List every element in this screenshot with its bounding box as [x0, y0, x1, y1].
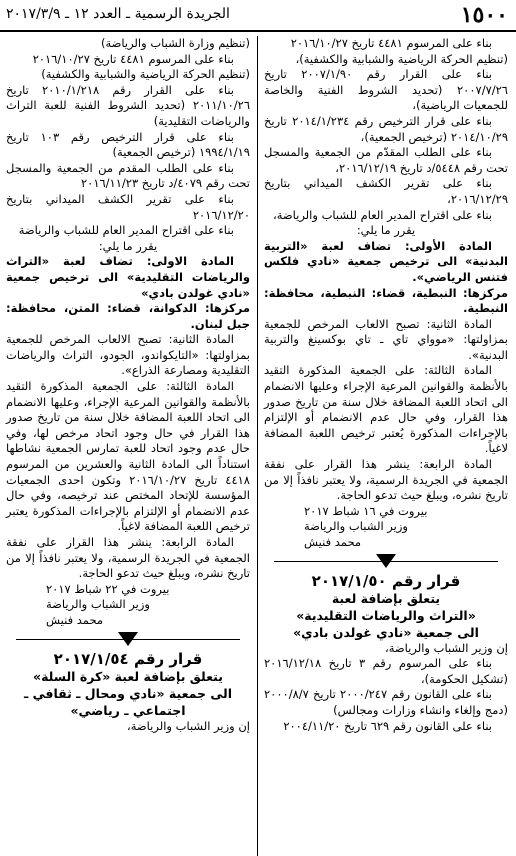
right-line: بناء على تقرير الكشف الميداني بتاريخ ٢٠١٦/١٢/٢٩، — [264, 176, 508, 206]
left-signature-name: محمد فنيش — [46, 612, 104, 627]
left-article-4: المادة الرابعة: ينشر هذا القرار على نفقة الجمعية في الجريدة الرسمية، ولا يعتبر نافذاً إلا من تاريخ نشره، ويبلغ حيث تدعو الحاجة. — [6, 535, 250, 581]
right-line: بناء على قرار الترخيص رقم ٢٠١٤/١/٢٣٤ تاريخ ٢٠١٤/١٠/٢٩ (ترخيص الجمعية)، — [264, 113, 508, 144]
right-line: (تنظيم الحركة الرياضية والشبابية والكشفية)، — [295, 51, 508, 66]
left-line: (تنظيم الحركة الرياضية والشبابية والكشفية) — [41, 67, 250, 82]
section-separator — [264, 551, 508, 573]
left-article-1: المادة الاولى: تضاف لعبة «التراث والرياضات التقليدية» الى ترخيص جمعية «نادي غولدن بادي» — [6, 254, 250, 300]
decision-title: الى جمعية «نادي غولدن بادي» — [293, 624, 479, 640]
left-line: بناء على الطلب المقدم من الجمعية والمسجل تحت رقم ٤٠٧٩/د تاريخ ٢٠١٦/١١/٢٣ — [6, 160, 250, 191]
right-article-4: المادة الرابعة: ينشر هذا القرار على نفقة الجمعية في الجريدة الرسمية، ولا يعتبر نافذاً إلا من تاريخ نشره، ويبلغ حيث تدعو الحاجة. — [264, 457, 508, 503]
left-line: بناء على المرسوم ٤٤٨١ تاريخ ٢٠١٦/١٠/٢٧ — [32, 51, 234, 66]
decision-title: يتعلق بإضافة لعبة — [331, 590, 441, 606]
decision-title: الى جمعية «نادي ومحال ـ ثقافي ـ اجتماعي ـ رياضي» — [23, 685, 232, 718]
right-line: مركزها: النبطية، قضاء: النبطية، محافظة: النبطية. — [264, 285, 508, 316]
right-signature-place: بيروت في ١٦ شباط ٢٠١٧ — [304, 503, 428, 518]
left-line: بناء على قرار الترخيص رقم ١٠٣ تاريخ ١٩٩٤/١/١٩ (ترخيص الجمعية) — [6, 129, 250, 160]
left-line: مركزها: الدكوانة، قضاء: المتن، محافظة: جبل لبنان. — [6, 301, 250, 331]
left-line: بناء على اقتراح المدير العام للشباب والرياضة — [18, 223, 234, 238]
right-line: بناء على المرسوم رقم ٣ تاريخ ٢٠١٦/١٢/١٨ (تشكيل الحكومة)، — [264, 656, 508, 686]
decision-number: قرار رقم ٢٠١٧/١/٥٤ — [53, 649, 203, 668]
right-line: بناء على اقتراح المدير العام للشباب والرياضة، — [272, 207, 492, 222]
right-decides: يقرر ما يلي: — [356, 223, 416, 238]
right-article-1: المادة الأولى: تضاف لعبة «التربية البدنية» الى ترخيص جمعية «نادي فلكس فتنس الرياضي». — [264, 238, 508, 284]
decision-title: «التراث والرياضات التقليدية» — [296, 607, 476, 623]
left-column — [6, 36, 250, 734]
left-article-3: المادة الثالثة: على الجمعية المذكورة التقيد بالأنظمة والقوانين المرعية الإجراء، وعليها الانضمام الى اتحاد اللعبة المضافة خلال سنة من تاريخ صدور هذا القرار في حال وجود اتحاد مرخص لها، وفي حال عدم وجود اتحاد للعبة تمارس الجمعية نشاطها استناداً الى المادة الثانية والعشرين من المرسوم ٤٤١٨ تاريخ ٢٠١٦/١٠/٢٧ وتكون احدى الجمعيات المؤسسة للإتحاد المختص عند ترخيصه، وفي حال عدم الانضمام أو الإلتزام بالإجراءات المذكورة يعتبر ترخيص اللعبة المضافة لاغياً. — [6, 379, 250, 534]
decision-title: يتعلق بإضافة لعبة «كرة السلة» — [33, 668, 223, 684]
right-line: بناء على القرار رقم ٢٠٠٧/١/٩٠ تاريخ ٢٠٠٧/٧/٢٦ (تحديد الشروط الفنية والخاصة للجمعيات الرياضية)، — [264, 67, 508, 113]
right-line: بناء على القانون رقم ٦٢٩ تاريخ ٢٠٠٤/١١/٢٠ — [283, 718, 492, 733]
right-line: بناء على الطلب المقدّم من الجمعية والمسجل تحت رقم ٥٤٤٨/د تاريخ ٢٠١٦/١٢/١٩، — [264, 145, 508, 175]
gazette-title: الجريدة الرسمية ـ العدد ١٢ ـ ٢٠١٧/٣/٩ — [6, 6, 230, 22]
decision-number: قرار رقم ٢٠١٧/١/٥٠ — [311, 571, 461, 590]
right-signature-name: محمد فنيش — [304, 535, 362, 549]
right-line: إن وزير الشباب والرياضة، — [385, 640, 508, 655]
left-line: إن وزير الشباب والرياضة، — [127, 718, 250, 733]
right-article-3: المادة الثالثة: على الجمعية المذكورة التقيد بالأنظمة والقوانين المرعية الإجراء وعليها الانضمام الى اتحاد اللعبة المضافة خلال سنة من تاريخ صدور هذا القرار، وفي حال عدم الانضمام أو الإلتزام بالإجراءات المذكورة يُعتبر ترخيص اللعبة المضافة لاغياً. — [264, 363, 508, 456]
left-signature-place: بيروت في ٢٢ شباط ٢٠١٧ — [46, 581, 170, 596]
page-header — [0, 0, 516, 32]
left-line: (تنظيم وزارة الشباب والرياضة) — [100, 36, 250, 50]
left-article-2: المادة الثانية: تصبح الالعاب المرخص للجمعية بمزاولتها: «التايكواندو، الجودو، التراث والرياضات التقليدية ومصارعة الذراع». — [6, 332, 250, 378]
column-divider — [257, 36, 258, 856]
right-article-2: المادة الثانية: تصبح الالعاب المرخص للجمعية بمزاولتها: «موواي تاي ـ تاي بوكسينغ والتربية البدنية». — [264, 316, 508, 362]
page-number: ١٥٠٠ — [460, 2, 508, 28]
section-separator — [6, 629, 250, 651]
right-line: بناء على المرسوم ٤٤٨١ تاريخ ٢٠١٦/١٠/٢٧ — [290, 36, 492, 50]
left-signature-title: وزير الشباب والرياضة — [46, 597, 150, 612]
right-signature-title: وزير الشباب والرياضة — [304, 519, 408, 534]
left-decides: يقرر ما يلي: — [98, 238, 158, 253]
left-line: بناء على تقرير الكشف الميداني بتاريخ ٢٠١٦/١٢/٢٠ — [6, 191, 250, 222]
right-line: بناء على القانون رقم ٢٠٠٠/٢٤٧ تاريخ ٢٠٠٠/٨/٧ (دمج وإلغاء وانشاء وزارات ومجالس) — [264, 687, 508, 717]
right-column — [264, 36, 508, 734]
left-line: بناء على القرار رقم ٢٠١٠/١/٢١٨ تاريخ ٢٠١١/١٠/٢٦ (تحديد الشروط الفنية للعبة التراث والرياضات التقليدية) — [6, 82, 250, 128]
